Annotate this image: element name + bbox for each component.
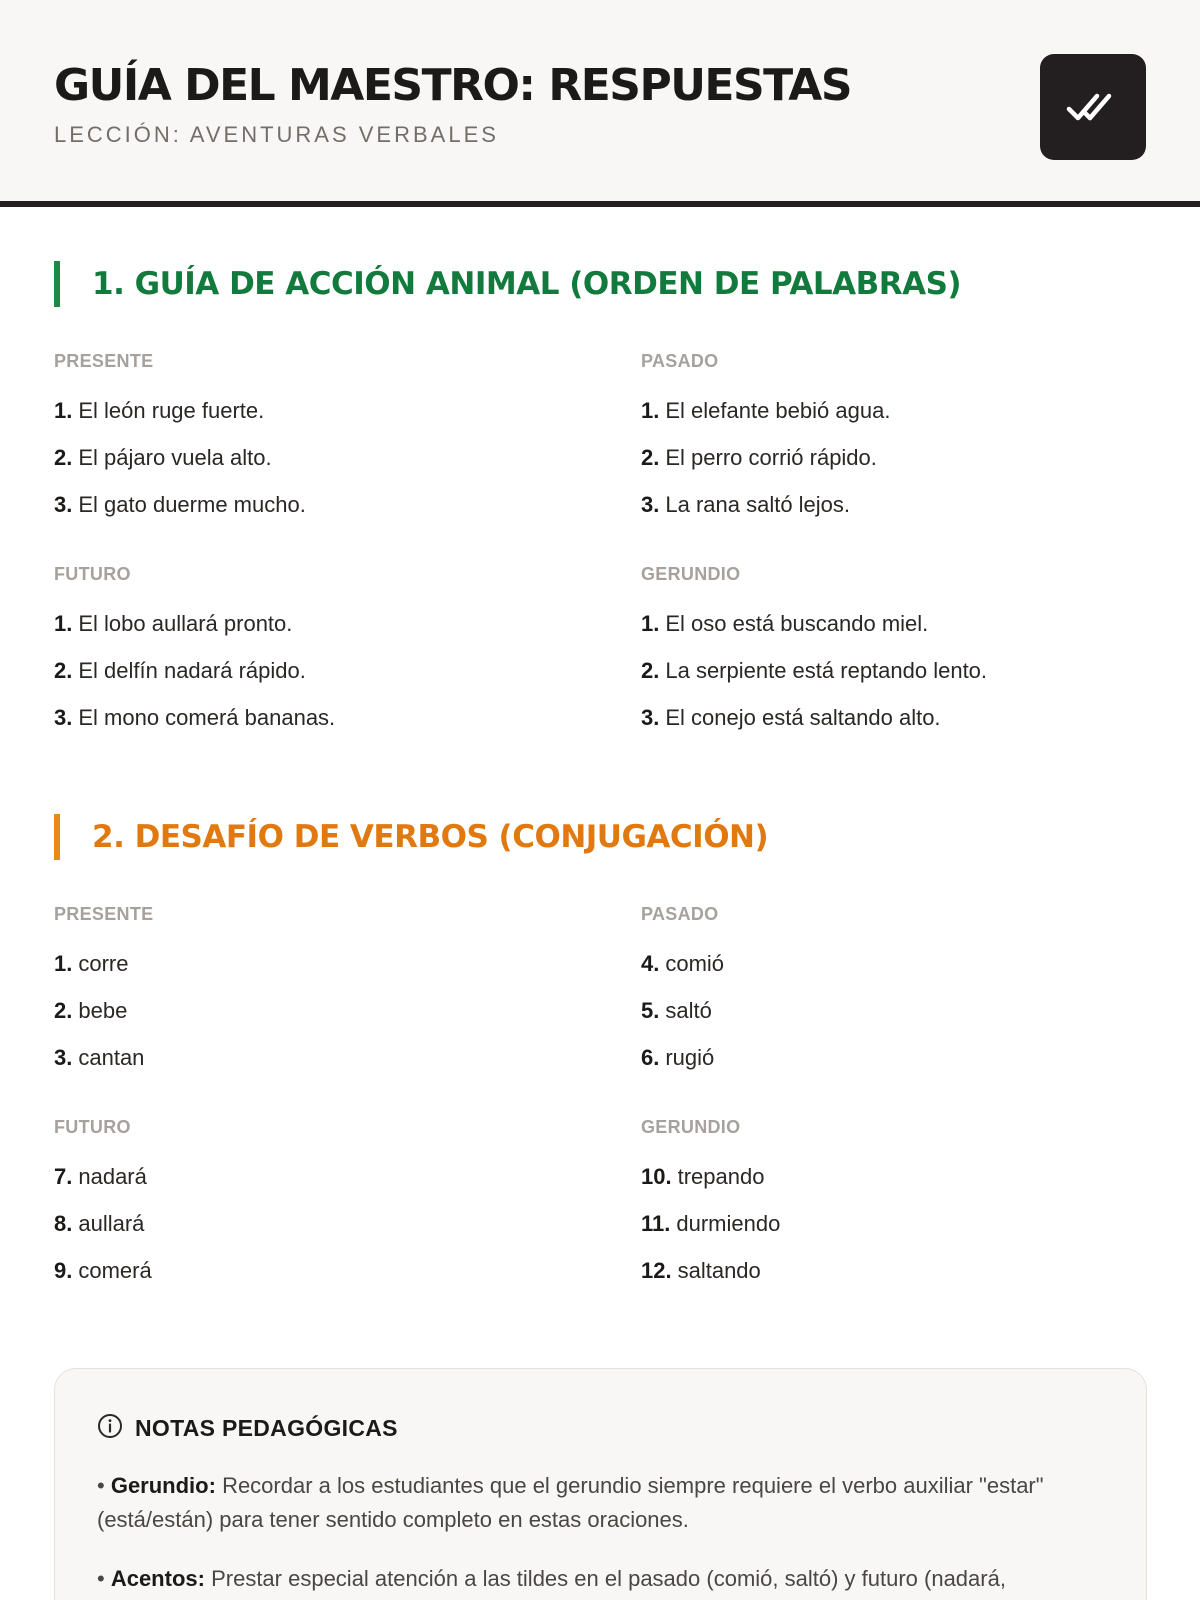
notes-title: NOTAS PEDAGÓGICAS <box>135 1414 398 1441</box>
item-number: 6. <box>641 1045 660 1070</box>
item-number: 12. <box>641 1258 672 1283</box>
item-text: El perro corrió rápido. <box>665 445 877 470</box>
note-gerundio <box>97 1469 1107 1537</box>
item-text: trepando <box>677 1164 765 1189</box>
item-text: durmiendo <box>676 1211 781 1236</box>
list-item <box>54 611 614 658</box>
item-number: 11. <box>641 1211 671 1236</box>
list-item <box>54 658 614 705</box>
item-text: comerá <box>78 1258 152 1283</box>
group-label: FUTURO <box>54 1117 131 1137</box>
group-label: PRESENTE <box>54 351 154 371</box>
list-item <box>54 1211 614 1258</box>
item-text: saltó <box>665 998 712 1023</box>
list-item <box>641 705 1200 752</box>
item-number: 10. <box>641 1164 672 1189</box>
list-item <box>641 951 1200 998</box>
list-item <box>641 492 1200 539</box>
section-title-verb-challenge: 2. DESAFÍO DE VERBOS (CONJUGACIÓN) <box>54 814 768 860</box>
note-bullet: • <box>97 1473 105 1498</box>
item-text: saltando <box>677 1258 761 1283</box>
item-text: El pájaro vuela alto. <box>78 445 272 470</box>
list-item <box>641 658 1200 705</box>
item-text: El gato duerme mucho. <box>78 492 306 517</box>
group-label: PASADO <box>641 904 719 924</box>
list-item <box>641 445 1200 492</box>
note-term: Gerundio: <box>110 1473 216 1498</box>
lesson-subtitle: LECCIÓN: AVENTURAS VERBALES <box>54 122 499 147</box>
list-item <box>641 1164 1200 1211</box>
page-title: GUÍA DEL MAESTRO: RESPUESTAS <box>54 60 852 111</box>
item-number: 1. <box>54 611 73 636</box>
list-item <box>641 998 1200 1045</box>
item-text: corre <box>78 951 129 976</box>
item-number: 5. <box>641 998 660 1023</box>
item-number: 3. <box>641 705 660 730</box>
list-item <box>641 398 1200 445</box>
list-item <box>54 1258 614 1305</box>
s1-group-presente <box>54 350 614 539</box>
item-text: bebe <box>78 998 128 1023</box>
item-number: 3. <box>54 1045 73 1070</box>
s2-group-gerundio <box>641 1116 1200 1305</box>
item-number: 2. <box>641 445 660 470</box>
item-text: El elefante bebió agua. <box>665 398 891 423</box>
item-text: cantan <box>78 1045 145 1070</box>
item-number: 1. <box>54 951 73 976</box>
list-item <box>54 445 614 492</box>
item-number: 7. <box>54 1164 73 1189</box>
item-number: 1. <box>641 611 660 636</box>
list-item <box>641 611 1200 658</box>
item-number: 3. <box>54 492 73 517</box>
list-item <box>54 398 614 445</box>
list-item <box>54 705 614 752</box>
item-text: El león ruge fuerte. <box>78 398 265 423</box>
info-icon <box>97 1413 123 1443</box>
s1-group-gerundio <box>641 563 1200 752</box>
item-number: 9. <box>54 1258 73 1283</box>
section-title-animal-action: 1. GUÍA DE ACCIÓN ANIMAL (ORDEN DE PALABRAS) <box>54 261 961 307</box>
list-item <box>641 1211 1200 1258</box>
list-item <box>54 1045 614 1092</box>
s2-group-presente <box>54 903 614 1092</box>
list-item <box>641 1258 1200 1305</box>
item-number: 2. <box>54 658 73 683</box>
list-item <box>54 951 614 998</box>
item-text: El conejo está saltando alto. <box>665 705 941 730</box>
item-number: 1. <box>54 398 73 423</box>
item-text: nadará <box>78 1164 147 1189</box>
item-number: 3. <box>54 705 73 730</box>
item-number: 2. <box>641 658 660 683</box>
list-item <box>54 492 614 539</box>
item-text: La serpiente está reptando lento. <box>665 658 988 683</box>
item-text: El oso está buscando miel. <box>665 611 929 636</box>
group-label: PASADO <box>641 351 719 371</box>
note-acentos <box>97 1562 1107 1596</box>
s2-group-futuro <box>54 1116 614 1305</box>
item-text: rugió <box>665 1045 715 1070</box>
item-text: El lobo aullará pronto. <box>78 611 293 636</box>
group-label: FUTURO <box>54 564 131 584</box>
group-label: PRESENTE <box>54 904 154 924</box>
notes-header <box>97 1413 398 1443</box>
s2-group-pasado <box>641 903 1200 1092</box>
double-check-icon <box>1040 54 1146 160</box>
item-text: aullará <box>78 1211 145 1236</box>
list-item <box>641 1045 1200 1092</box>
pedagogical-notes-card <box>54 1368 1147 1600</box>
group-label: GERUNDIO <box>641 1117 741 1137</box>
note-text: Prestar especial atención a las tildes en el pasado (comió, saltó) y futuro (nadará, <box>211 1566 1006 1591</box>
note-bullet: • <box>97 1566 105 1591</box>
s1-group-futuro <box>54 563 614 752</box>
page-header <box>0 0 1200 207</box>
item-text: El delfín nadará rápido. <box>78 658 306 683</box>
item-text: La rana saltó lejos. <box>665 492 851 517</box>
note-term: Acentos: <box>110 1566 205 1591</box>
item-text: comió <box>665 951 725 976</box>
item-number: 3. <box>641 492 660 517</box>
s1-group-pasado <box>641 350 1200 539</box>
note-text: Recordar a los estudiantes que el gerundio siempre requiere el verbo auxiliar "estar" (está/están) para tener sentido completo en estas oraciones. <box>97 1473 1044 1532</box>
group-label: GERUNDIO <box>641 564 741 584</box>
item-number: 2. <box>54 998 73 1023</box>
item-number: 1. <box>641 398 660 423</box>
list-item <box>54 998 614 1045</box>
item-text: El mono comerá bananas. <box>78 705 336 730</box>
item-number: 4. <box>641 951 660 976</box>
item-number: 2. <box>54 445 73 470</box>
list-item <box>54 1164 614 1211</box>
item-number: 8. <box>54 1211 73 1236</box>
